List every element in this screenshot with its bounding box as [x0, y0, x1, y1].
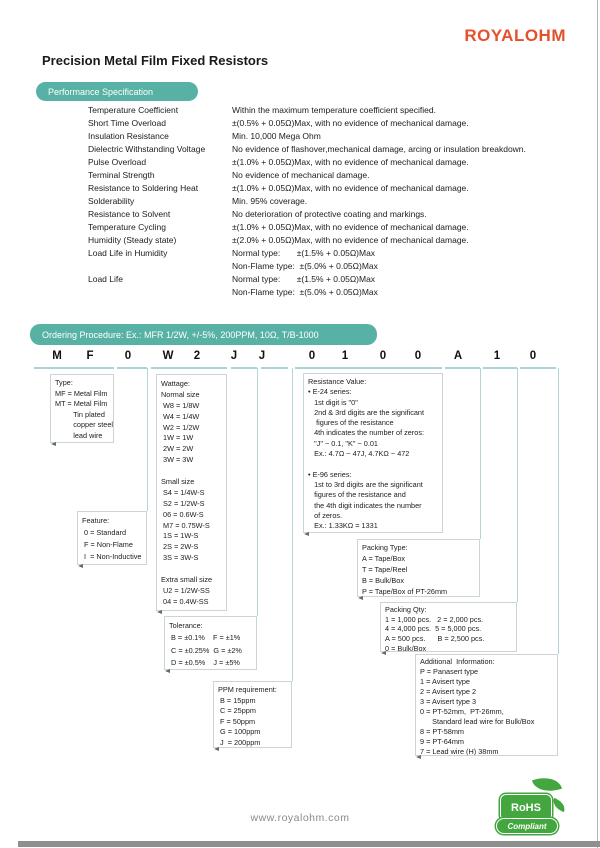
code-underline — [261, 367, 288, 369]
spec-row-label: Resistance to Solvent — [88, 209, 171, 219]
connector-line — [480, 368, 481, 539]
code-char: 0 — [308, 350, 316, 362]
code-char: 0 — [379, 350, 387, 362]
field-arrow-type — [51, 442, 56, 446]
spec-row-value: No evidence of flashover,mechanical damage, arcing or insulation breakdown. — [232, 144, 526, 154]
spec-row-value: Min. 10,000 Mega Ohm — [232, 131, 321, 141]
spec-row-label: Dielectric Withstanding Voltage — [88, 144, 206, 154]
spec-row-value: ±(1.0% + 0.05Ω)Max, with no evidence of mechanical damage. — [232, 157, 469, 167]
connector-line — [147, 368, 148, 511]
field-box-resistance: Resistance Value: • E-24 series: 1st digit is "0" 2nd & 3rd digits are the significant figures of the resistance 4th indicates the number of zeros: "J" ~ 0.1, "K" ~ 0.01 Ex.: 4.7Ω ~ 47J, 4.7KΩ ~ 472 • E-96 series: 1st to 3rd digits are the significant figures of the resistance and the 4th digit indicates the number of zeros. Ex.: 1.33KΩ = 1331 — [303, 373, 443, 533]
rohs-badge-top: RoHS — [500, 794, 552, 821]
code-underline — [34, 367, 114, 369]
field-box-wattage: Wattage: Normal size W8 = 1/8W W4 = 1/4W W2 = 1/2W 1W = 1W 2W = 2W 3W = 3W Small size S4 = 1/4W-S S2 = 1/2W-S 06 = 0.6W-S M7 = 0.75W-S 1S = 1W-S 2S = 2W-S 3S = 3W-S Extra small size U2 = 1/2W-SS 04 = 0.4W-SS — [156, 374, 227, 611]
code-char: M — [52, 350, 62, 362]
spec-row-label: Load Life in Humidity — [88, 248, 168, 258]
spec-row-value: Normal type: ±(1.5% + 0.05Ω)Max Non-Flame type: ±(5.0% + 0.05Ω)Max — [232, 274, 378, 297]
rohs-compliant-logo — [494, 776, 566, 840]
field-box-packing_qty: Packing Qty: 1 = 1,000 pcs. 2 = 2,000 pcs. 4 = 4,000 pcs. 5 = 5,000 pcs. A = 500 pcs. B = 2,500 pcs. 0 = Bulk/Box — [380, 602, 517, 652]
spec-row-label: Humidity (Steady state) — [88, 235, 177, 245]
code-underline — [445, 367, 480, 369]
leaf-icon — [532, 772, 562, 796]
code-char: 2 — [193, 350, 201, 362]
page-title: Precision Metal Film Fixed Resistors — [42, 53, 269, 68]
code-char: 0 — [529, 350, 537, 362]
connector-line — [517, 368, 518, 602]
field-arrow-resistance — [304, 532, 309, 536]
field-arrow-packing_qty — [381, 651, 386, 655]
field-arrow-feature — [78, 564, 83, 568]
spec-row-label: Resistance to Soldering Heat — [88, 183, 199, 193]
spec-row-value: ±(1.0% + 0.05Ω)Max, with no evidence of mechanical damage. — [232, 222, 469, 232]
rohs-badge-bottom: Compliant — [496, 818, 558, 834]
field-box-packing_type: Packing Type: A = Tape/Box T = Tape/Reel B = Bulk/Box P = Tape/Box of PT-26mm — [357, 539, 480, 597]
connector-line — [558, 368, 559, 654]
spec-row-value: Within the maximum temperature coefficient specified. — [232, 105, 436, 115]
spec-row-label: Load Life — [88, 274, 123, 284]
field-box-additional: Additional Information: P = Panasert type 1 = Avisert type 2 = Avisert type 2 3 = Avisert type 3 0 = PT-52mm, PT-26mm, Standard lead wire for Bulk/Box 8 = PT-58mm 9 = PT-64mm 7 = Lead wire (H) 38mm — [415, 654, 558, 756]
code-underline — [231, 367, 257, 369]
spec-row-label: Insulation Resistance — [88, 131, 169, 141]
code-char: A — [453, 350, 463, 362]
code-char: J — [230, 350, 238, 362]
code-char: 1 — [493, 350, 501, 362]
footer-website: www.royalohm.com — [250, 812, 350, 824]
field-box-type: Type: MF = Metal Film MT = Metal Film Tin plated copper steel lead wire — [50, 374, 114, 443]
code-char: 0 — [414, 350, 422, 362]
code-char: F — [86, 350, 94, 362]
spec-row-value: ±(2.0% + 0.05Ω)Max, with no evidence of mechanical damage. — [232, 235, 469, 245]
field-arrow-ppm — [214, 747, 219, 751]
brand-logo: ROYALOHM — [464, 26, 566, 45]
field-arrow-additional — [416, 755, 421, 759]
code-underline — [117, 367, 147, 369]
field-arrow-packing_type — [358, 596, 363, 600]
code-underline — [483, 367, 517, 369]
field-arrow-tolerance — [165, 669, 170, 673]
code-underline — [520, 367, 556, 369]
spec-row-value: Normal type: ±(1.5% + 0.05Ω)Max Non-Flame type: ±(5.0% + 0.05Ω)Max — [232, 248, 378, 271]
spec-row-value: No evidence of mechanical damage. — [232, 170, 370, 180]
spec-row-label: Short Time Overload — [88, 118, 166, 128]
spec-row-value: ±(0.5% + 0.05Ω)Max, with no evidence of mechanical damage. — [232, 118, 469, 128]
code-char: 1 — [341, 350, 349, 362]
leaf-icon — [551, 798, 568, 812]
code-char: 0 — [124, 350, 132, 362]
spec-row-value: ±(1.0% + 0.05Ω)Max, with no evidence of mechanical damage. — [232, 183, 469, 193]
spec-row-label: Pulse Overload — [88, 157, 147, 167]
field-box-tolerance: Tolerance: B = ±0.1% F = ±1% C = ±0.25% G = ±2% D = ±0.5% J = ±5% — [164, 616, 257, 670]
code-underline — [295, 367, 442, 369]
ordering-section-title: Ordering Procedure: Ex.: MFR 1/2W, +/-5%, 200PPM, 10Ω, T/B-1000 — [42, 329, 319, 340]
field-box-feature: Feature: 0 = Standard F = Non-Flame I = Non-Inductive — [77, 511, 147, 565]
spec-row-label: Solderability — [88, 196, 135, 206]
performance-section-title: Performance Specification — [48, 86, 154, 97]
spec-row-label: Temperature Cycling — [88, 222, 166, 232]
connector-line — [257, 368, 258, 616]
spec-row-label: Terminal Strength — [88, 170, 155, 180]
spec-row-value: No deterioration of protective coating and markings. — [232, 209, 427, 219]
connector-line — [292, 368, 293, 681]
code-char: J — [258, 350, 266, 362]
code-underline — [151, 367, 227, 369]
spec-row-value: Min. 95% coverage. — [232, 196, 308, 206]
spec-row-label: Temperature Coefficient — [88, 105, 179, 115]
field-arrow-wattage — [157, 610, 162, 614]
code-char: W — [162, 350, 174, 362]
field-box-ppm: PPM requirement: B = 15ppm C = 25ppm F = 50ppm G = 100ppm J = 200ppm — [213, 681, 292, 748]
